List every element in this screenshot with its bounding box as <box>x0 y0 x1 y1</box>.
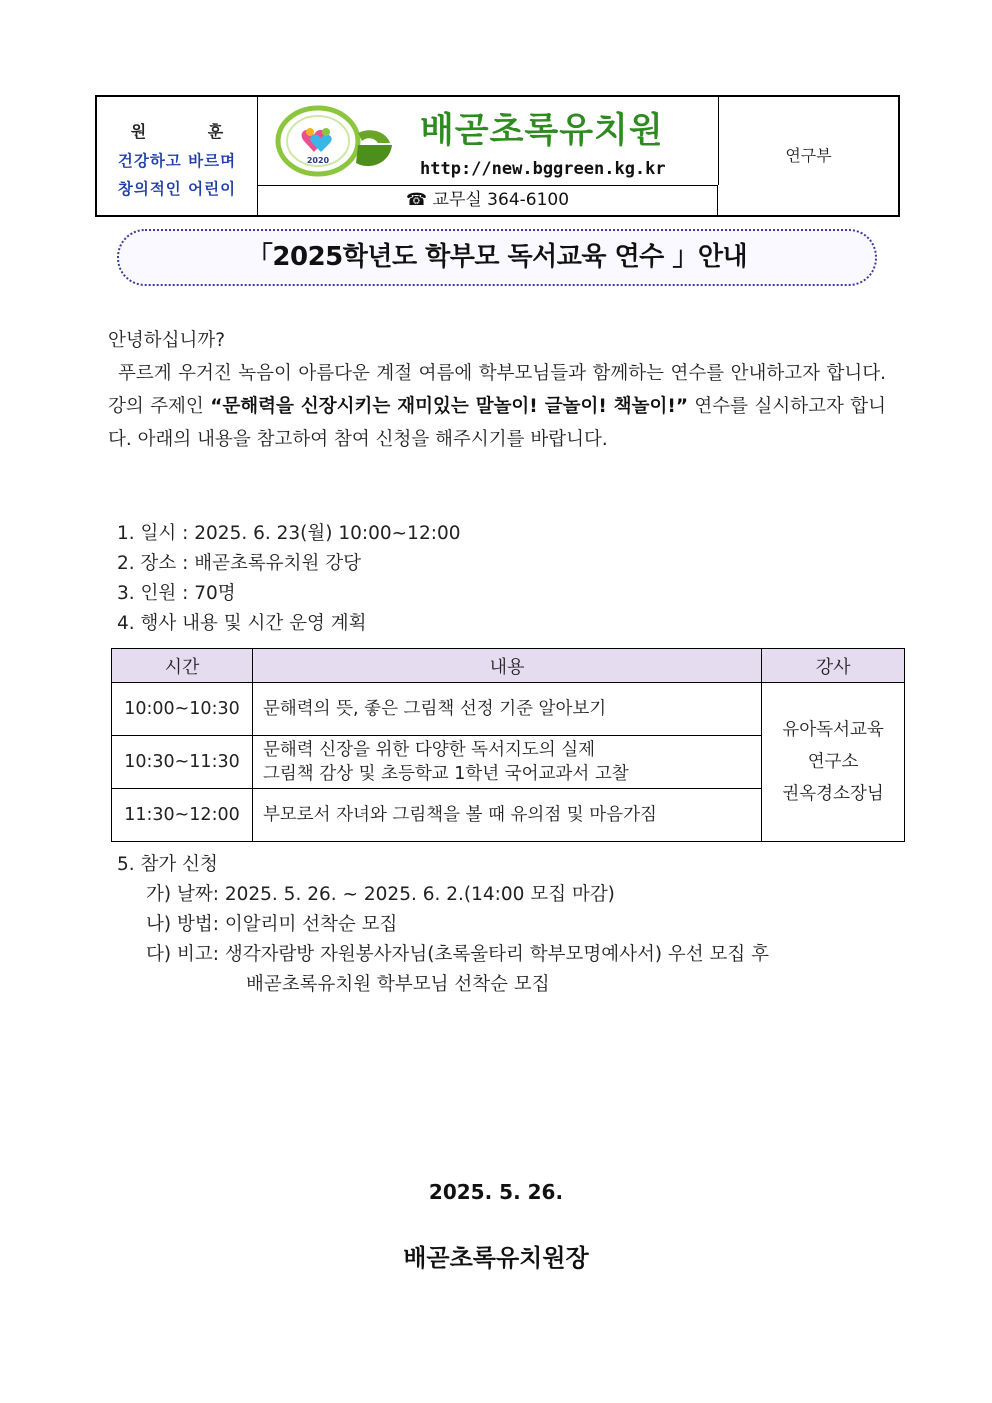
item-date: 1. 일시 : 2025. 6. 23(월) 10:00~12:00 <box>117 523 461 544</box>
row-content-line: 부모로서 자녀와 그림책을 볼 때 유의점 및 마음가짐 <box>262 805 657 825</box>
intro-after: 연수를 실시하고자 합니다. 아래의 내용을 참고하여 참여 신청을 해주시기를 바랍니다. <box>108 396 887 450</box>
motto-title: 원 훈 <box>130 122 252 141</box>
lecturer-line-1: 유아독서교육 <box>782 720 884 740</box>
intro-paragraph <box>108 357 886 456</box>
lecturer-cell <box>762 683 905 842</box>
table-row <box>112 683 905 736</box>
application-date: 가) 날짜: 2025. 5. 26. ~ 2025. 6. 2.(14:00 모집 마감) <box>146 884 615 905</box>
issue-date: 2025. 5. 26. <box>428 1180 564 1204</box>
item-capacity: 3. 인원 : 70명 <box>117 583 236 604</box>
application-method: 나) 방법: 이알리미 선착순 모집 <box>146 914 398 935</box>
school-logo <box>274 105 398 177</box>
motto-line-1: 건강하고 바르며 <box>117 152 237 170</box>
item-place: 2. 장소 : 배곧초록유치원 강당 <box>117 553 361 574</box>
intro-before: 푸르게 우거진 녹음이 아름다운 계절 여름에 학부모님들과 함께하는 연수를 안내하고자 합니다. 강의 주제인 <box>108 363 886 417</box>
row-content-line: 문해력의 뜻, 좋은 그림책 선정 기준 알아보기 <box>262 699 607 719</box>
signature: 배곧초록유치원장 <box>403 1244 589 1272</box>
header-time: 시간 <box>112 649 253 683</box>
department: 연구부 <box>785 146 832 165</box>
letterhead <box>95 95 900 217</box>
item-plan: 4. 행사 내용 및 시간 운영 계획 <box>117 613 367 634</box>
row-content-line: 그림책 감상 및 초등학교 1학년 국어교과서 고찰 <box>262 764 629 784</box>
table-header-row <box>112 649 905 683</box>
school-name: 배곧초록유치원 <box>420 111 664 151</box>
lecturer-line-2: 연구소 <box>807 752 859 772</box>
row-time: 10:30~11:30 <box>112 736 253 789</box>
school-identity <box>258 97 718 185</box>
schedule-table <box>111 648 905 842</box>
row-content <box>252 789 761 842</box>
lecture-topic: “문해력을 신장시키는 재미있는 말놀이! 글놀이! 책놀이!” <box>210 396 688 417</box>
document-title: 「2025학년도 학부모 독서교육 연수 」안내 <box>117 229 877 286</box>
school-url[interactable]: http://new.bggreen.kg.kr <box>420 159 666 179</box>
lecturer-line-3: 권옥경소장님 <box>782 784 884 804</box>
application-heading: 5. 참가 신청 <box>117 854 218 875</box>
application-note-cont: 배곧초록유치원 학부모님 선착순 모집 <box>246 974 550 995</box>
row-time: 10:00~10:30 <box>112 683 253 736</box>
school-motto <box>97 97 258 215</box>
motto-line-2: 창의적인 어린이 <box>117 180 237 198</box>
application-note: 다) 비고: 생각자람방 자원봉사자님(초록울타리 학부모명예사서) 우선 모집 후 <box>146 944 770 965</box>
header-lecturer: 강사 <box>762 649 905 683</box>
row-content <box>252 736 761 789</box>
header-content: 내용 <box>252 649 761 683</box>
greeting: 안녕하십니까? <box>108 330 226 351</box>
office-phone: ☎ 교무실 364-6100 <box>258 185 718 215</box>
row-time: 11:30~12:00 <box>112 789 253 842</box>
row-content <box>252 683 761 736</box>
row-content-line: 문해력 신장을 위한 다양한 독서지도의 실제 <box>262 740 596 760</box>
logo-year: 2020 <box>306 156 330 165</box>
